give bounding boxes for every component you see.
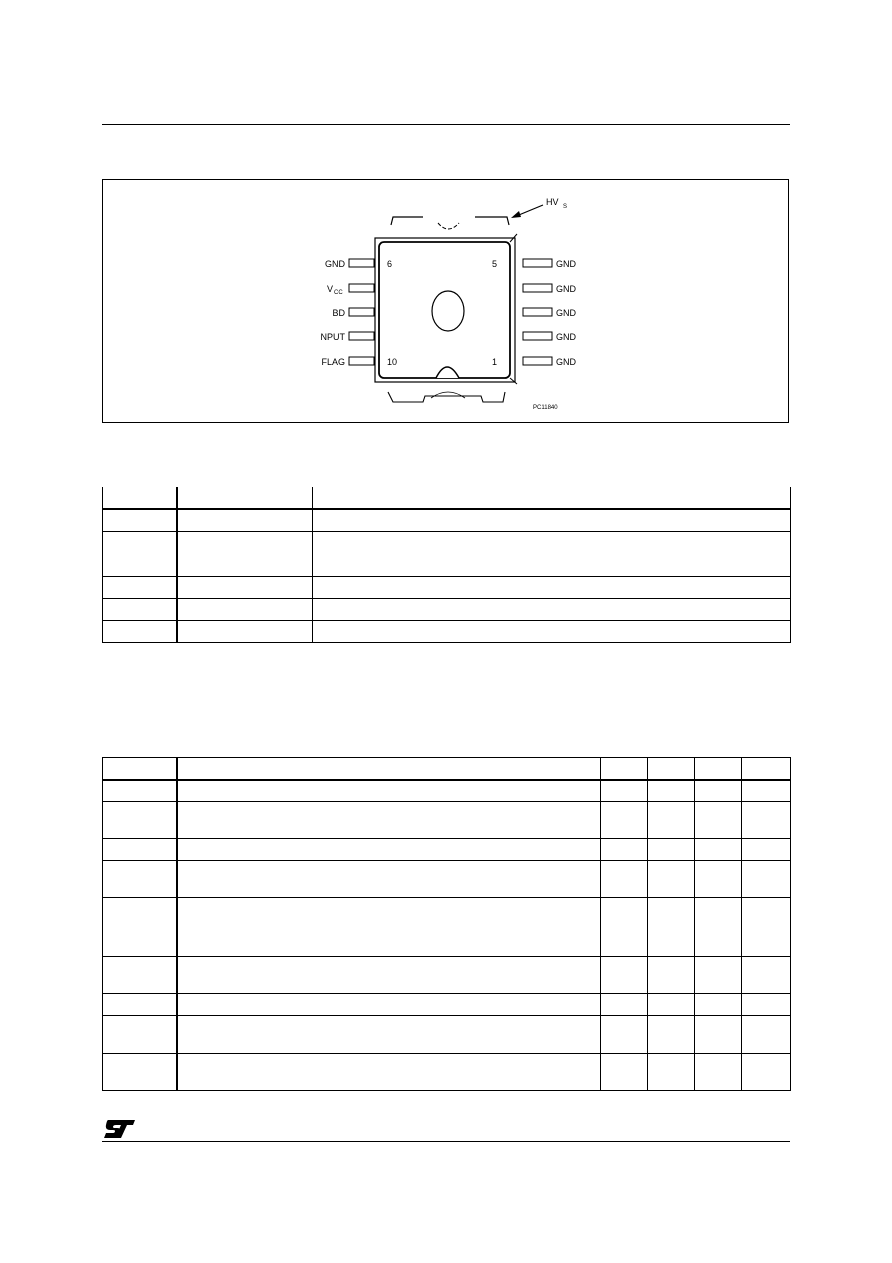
pin-lead-2 [523, 332, 552, 340]
right-pin-leads [523, 259, 552, 365]
pin-number-top-left: 6 [387, 259, 393, 269]
table-row [103, 598, 791, 620]
left-pin-label-flag: FLAG [321, 357, 345, 367]
left-pin-label-vcc-sub: CC [334, 290, 343, 296]
package-bottom-notch [436, 367, 459, 378]
package-inner-body [379, 242, 510, 378]
package-center-dimple [432, 291, 464, 331]
package-pinout-drawing [103, 180, 790, 424]
table-row [103, 994, 791, 1016]
right-pin-label-2: GND [556, 284, 576, 294]
package-pinout-figure [102, 179, 789, 423]
table-row [103, 957, 791, 994]
pin-number-bottom-right: 1 [492, 357, 498, 367]
pin-number-bottom-left: 10 [387, 357, 398, 367]
table-row [103, 839, 791, 861]
hv-label: HV [546, 197, 559, 207]
header-rule [102, 124, 790, 125]
pin-number-top-right: 5 [492, 259, 498, 269]
package-corner-br [510, 378, 517, 384]
pin-function-table [102, 487, 791, 643]
table-row [103, 802, 791, 839]
table-row [103, 1054, 791, 1091]
table-row [103, 780, 791, 802]
pin-lead-8 [349, 308, 374, 316]
pin-lead-1 [523, 357, 552, 365]
right-pin-label-3: GND [556, 308, 576, 318]
right-pin-label-1: GND [556, 259, 576, 269]
table-header-row [103, 487, 791, 509]
pin-lead-3 [523, 308, 552, 316]
left-pin-label-bd: BD [332, 308, 345, 318]
pin-lead-5 [523, 259, 552, 267]
table-row [103, 576, 791, 598]
left-pin-label-input: NPUT [320, 332, 345, 342]
footer-rule [102, 1141, 790, 1142]
right-pin-label-5: GND [556, 357, 576, 367]
table-row [103, 509, 791, 531]
package-top-outline-left [391, 217, 423, 225]
table-row [103, 531, 791, 576]
pin-lead-4 [523, 284, 552, 292]
pin-lead-10 [349, 357, 374, 365]
package-bottom-curve [431, 392, 465, 398]
package-top-notch [438, 223, 459, 229]
left-pin-leads [349, 259, 374, 365]
table-row [103, 620, 791, 642]
table-row [103, 898, 791, 957]
package-bottom-outline [388, 392, 505, 402]
ratings-table [102, 757, 791, 1091]
pin-lead-9 [349, 332, 374, 340]
table-header-row [103, 758, 791, 780]
pin-lead-7 [349, 284, 374, 292]
pin-lead-6 [349, 259, 374, 267]
hv-arrow-head [511, 211, 521, 218]
left-pin-label-gnd: GND [325, 259, 345, 269]
hv-subscript: S [563, 204, 568, 210]
st-logo-mark [102, 1118, 138, 1140]
right-pin-label-4: GND [556, 332, 576, 342]
left-pin-label-vcc: V [326, 284, 333, 294]
table-row [103, 861, 791, 898]
drawing-code: PC11840 [533, 405, 558, 411]
table-row [103, 1016, 791, 1054]
package-top-outline-right [475, 217, 509, 225]
